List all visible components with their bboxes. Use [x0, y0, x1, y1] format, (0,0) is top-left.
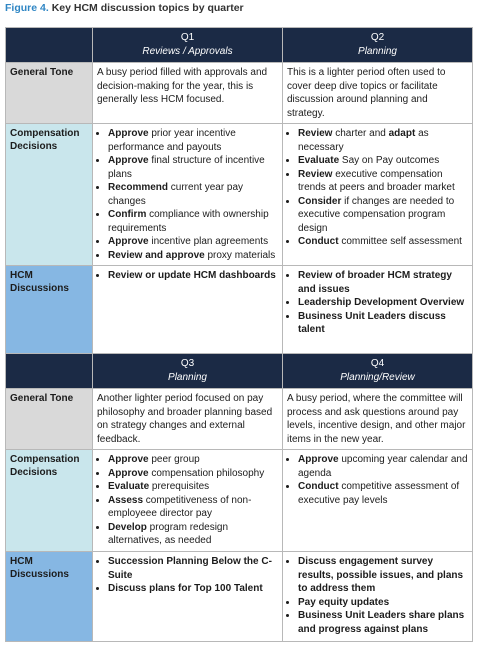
quarter-subtitle: Reviews / Approvals: [142, 46, 233, 57]
label-line: Discussions: [10, 569, 69, 580]
tone-q3: Another lighter period focused on pay philosophy and broader planning based on strategy changes and external feedback.: [93, 389, 283, 450]
list-item: • Confirm compliance with ownership requirements: [108, 208, 278, 235]
general-tone-label: General Tone: [6, 389, 93, 450]
list-item: • Approve upcoming year calendar and agenda: [298, 453, 468, 480]
label-line: Decisions: [10, 141, 58, 152]
label-line: HCM: [10, 270, 33, 281]
figure-title: [5, 2, 244, 14]
hcm-q1: [93, 266, 283, 354]
tone-q1: A busy period filled with approvals and decision-making for the year, this is generally less HCM focused.: [93, 63, 283, 124]
header-blank-cell: [6, 28, 93, 63]
list-item: • Review and approve proxy materials: [108, 249, 278, 263]
header-q2: [283, 28, 473, 63]
label-line: Compensation: [10, 128, 80, 139]
list-item: • Discuss engagement survey results, possible issues, and plans to address them: [298, 555, 468, 596]
header-row-bottom: [6, 354, 473, 389]
list-item: • Pay equity updates: [298, 596, 468, 610]
hcm-topics-table: [5, 27, 473, 642]
quarter-label: Q3: [180, 358, 195, 369]
list-item: • Review or update HCM dashboards: [108, 269, 278, 283]
list-item: • Conduct competitive assessment of executive pay levels: [298, 480, 468, 507]
compensation-label: [6, 124, 93, 266]
tone-q4: A busy period, where the committee will process and ask questions around pay levels, incentive design, and other major items in the new year.: [283, 389, 473, 450]
list-item: • Approve compensation philosophy: [108, 467, 278, 481]
list-item: • Approve peer group: [108, 453, 278, 467]
quarter-subtitle: Planning/Review: [340, 372, 415, 383]
label-line: Decisions: [10, 467, 58, 478]
hcm-label: [6, 266, 93, 354]
list-item: • Review of broader HCM strategy and issues: [298, 269, 468, 296]
quarter-subtitle: Planning: [168, 372, 207, 383]
quarter-label: Q1: [180, 32, 195, 43]
quarter-label: Q2: [370, 32, 385, 43]
list-item: • Business Unit Leaders discuss talent: [298, 310, 468, 337]
hcm-row-bottom: [6, 552, 473, 642]
list-item: • Approve incentive plan agreements: [108, 235, 278, 249]
compensation-q2: [283, 124, 473, 266]
hcm-row-top: [6, 266, 473, 354]
label-line: HCM: [10, 556, 33, 567]
label-line: Compensation: [10, 454, 80, 465]
header-q1: [93, 28, 283, 63]
list-item: • Evaluate prerequisites: [108, 480, 278, 494]
list-item: • Business Unit Leaders share plans and progress against plans: [298, 609, 468, 636]
list-item: • Review executive compensation trends at peers and broader market: [298, 168, 468, 195]
list-item: • Succession Planning Below the C-Suite: [108, 555, 278, 582]
compensation-label: [6, 450, 93, 552]
list-item: • Evaluate Say on Pay outcomes: [298, 154, 468, 168]
header-row-top: [6, 28, 473, 63]
list-item: • Assess competitiveness of non-employeee director pay: [108, 494, 278, 521]
compensation-row-bottom: [6, 450, 473, 552]
figure-label: Figure 4.: [5, 2, 49, 14]
general-tone-row-top: [6, 63, 473, 124]
list-item: • Conduct committee self assessment: [298, 235, 468, 249]
list-item: • Recommend current year pay changes: [108, 181, 278, 208]
compensation-q4: [283, 450, 473, 552]
header-q3: [93, 354, 283, 389]
label-line: Discussions: [10, 283, 69, 294]
figure-title-text: Key HCM discussion topics by quarter: [51, 2, 244, 14]
header-blank-cell: [6, 354, 93, 389]
tone-q2: This is a lighter period often used to cover deep dive topics or facilitate discussion around planning and strategy.: [283, 63, 473, 124]
list-item: • Discuss plans for Top 100 Talent: [108, 582, 278, 596]
header-q4: [283, 354, 473, 389]
hcm-q3: [93, 552, 283, 642]
hcm-q2: [283, 266, 473, 354]
quarter-label: Q4: [370, 358, 385, 369]
hcm-q4: [283, 552, 473, 642]
list-item: • Approve final structure of incentive plans: [108, 154, 278, 181]
compensation-q3: [93, 450, 283, 552]
list-item: • Review charter and adapt as necessary: [298, 127, 468, 154]
hcm-label: [6, 552, 93, 642]
list-item: • Consider if changes are needed to executive compensation program design: [298, 195, 468, 236]
list-item: • Leadership Development Overview: [298, 296, 468, 310]
list-item: • Approve prior year incentive performance and payouts: [108, 127, 278, 154]
quarter-subtitle: Planning: [358, 46, 397, 57]
compensation-q1: [93, 124, 283, 266]
compensation-row-top: [6, 124, 473, 266]
general-tone-label: General Tone: [6, 63, 93, 124]
general-tone-row-bottom: [6, 389, 473, 450]
list-item: • Develop program redesign alternatives, as needed: [108, 521, 278, 548]
